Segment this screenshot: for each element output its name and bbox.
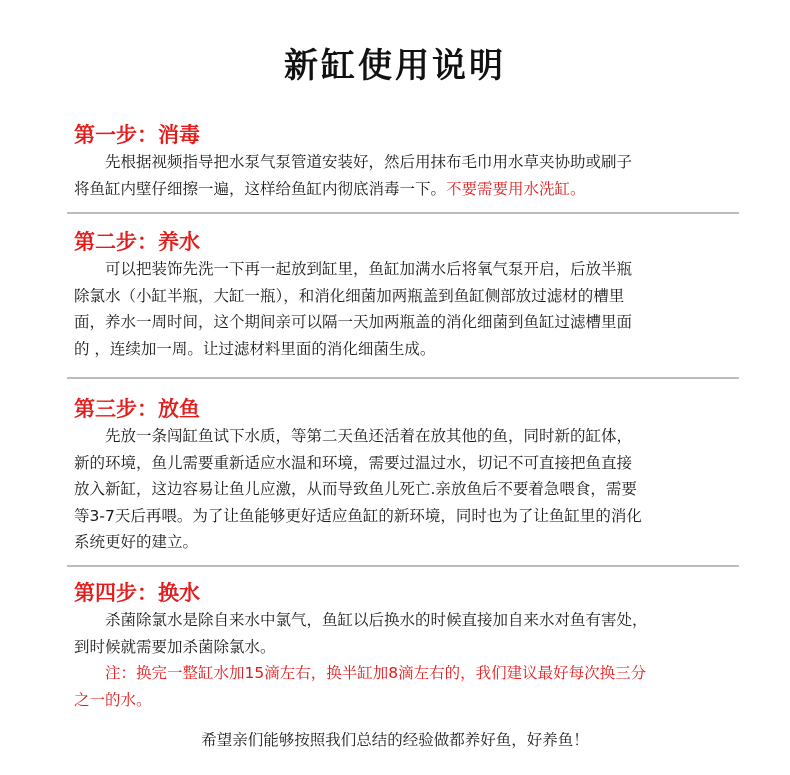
- step-4-line-2: 到时候就需要加杀菌除氯水。: [74, 637, 276, 656]
- step-1-warning: 不要需要用水洗缸。: [446, 179, 586, 198]
- page-title: 新缸使用说明: [284, 46, 506, 86]
- step-2-line-2: 除氯水（小缸半瓶，大缸一瓶），和消化细菌加两瓶盖到鱼缸侧部放过滤材的槽里: [74, 286, 625, 305]
- step-1-line-2: [74, 176, 744, 203]
- footer-text: 希望亲们能够按照我们总结的经验做都养好鱼，好养鱼！: [201, 731, 589, 749]
- step-2-section: [74, 228, 744, 362]
- divider-1: [67, 212, 739, 214]
- step-4-text: [74, 607, 744, 713]
- step-4-note-line-1: 注：换完一整缸水加15滴左右，换半缸加8滴左右的，我们建议最好每次换三分: [105, 664, 647, 682]
- step-1-line-1: 先根据视频指导把水泵气泵管道安装好，然后用抹布毛巾用水草夹协助或刷子: [105, 153, 633, 171]
- step-3-line-5: 系统更好的建立。: [74, 533, 199, 551]
- step-1-text: [74, 149, 744, 202]
- step-1-heading: 第一步：消毒: [74, 123, 200, 147]
- step-3-line-1: 先放一条闯缸鱼试下水质，等第二天鱼还活着在放其他的鱼，同时新的缸体，: [105, 427, 633, 445]
- step-2-line-3: 面，养水一周时间，这个期间亲可以隔一天加两瓶盖的消化细菌到鱼缸过滤槽里面: [74, 313, 633, 331]
- step-4-line-1: 杀菌除氯水是除自来水中氯气，鱼缸以后换水的时候直接加自来水对鱼有害处，: [105, 611, 648, 629]
- step-2-line-1: 可以把装饰先洗一下再一起放到缸里，鱼缸加满水后将氧气泵开启，后放半瓶: [105, 260, 633, 278]
- step-2-text: [74, 256, 744, 362]
- divider-3: [67, 565, 739, 567]
- step-3-text: [74, 423, 744, 556]
- step-1-section: [74, 121, 744, 202]
- divider-2: [67, 377, 739, 379]
- step-3-line-2: 新的环境，鱼儿需要重新适应水温和环境，需要过温过水，切记不可直接把鱼直接: [74, 453, 633, 472]
- step-4-note-line-2: 之一的水。: [74, 690, 152, 709]
- step-3-section: [74, 395, 744, 556]
- step-3-heading: 第三步：放鱼: [74, 397, 200, 421]
- step-4-section: [74, 579, 744, 713]
- step-2-line-4: 的 ，连续加一周。让过滤材料里面的消化细菌生成。: [74, 339, 436, 358]
- step-3-line-4: 等3-7天后再喂。为了让鱼能够更好适应鱼缸的新环境，同时也为了让鱼缸里的消化: [74, 506, 642, 525]
- step-3-line-3: 放入新缸，这边容易让鱼儿应激，从而导致鱼儿死亡.亲放鱼后不要着急喂食，需要: [74, 480, 637, 498]
- step-4-heading: 第四步：换水: [74, 581, 200, 605]
- step-2-heading: 第二步：养水: [74, 230, 200, 254]
- step-1-line-2-text: 将鱼缸内壁仔细擦一遍，这样给鱼缸内彻底消毒一下。: [74, 179, 447, 198]
